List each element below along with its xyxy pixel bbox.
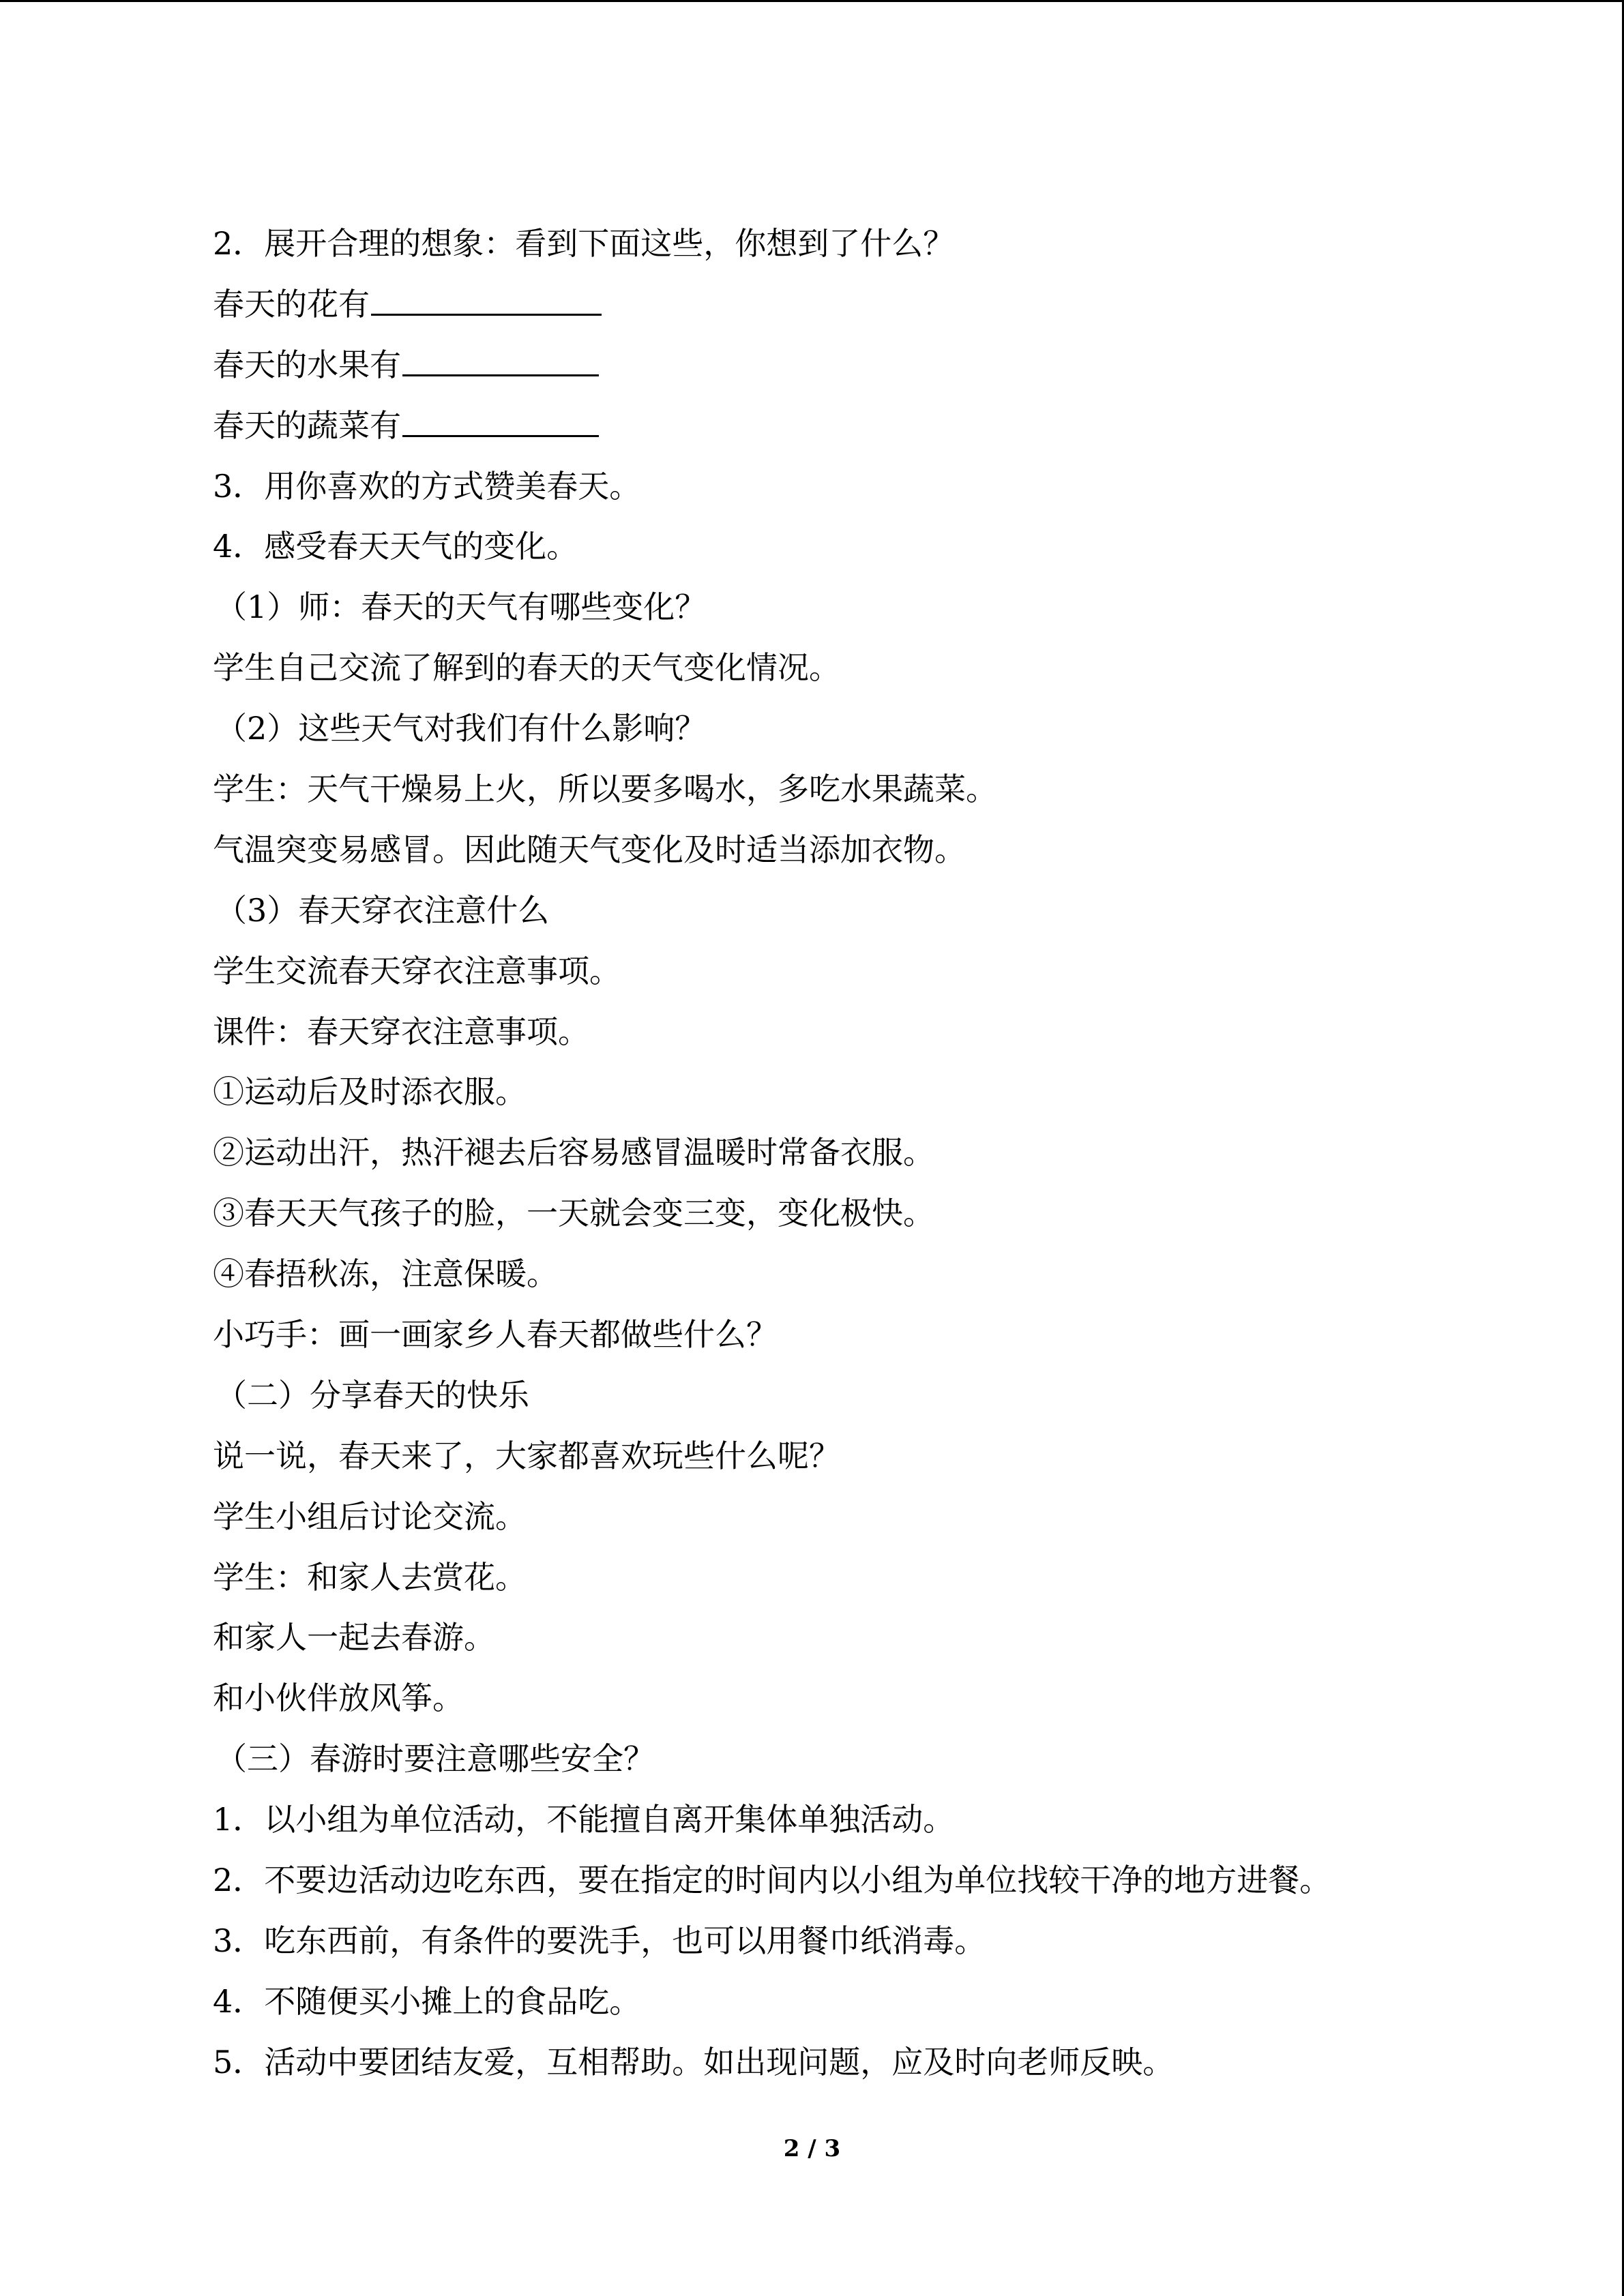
text-line: 学生自己交流了解到的春天的天气变化情况。	[213, 649, 840, 687]
text-line: 和家人一起去春游。	[213, 1619, 495, 1656]
section-heading-3: （三）春游时要注意哪些安全？	[216, 1740, 655, 1778]
answer-blank-flowers[interactable]	[371, 274, 602, 316]
fill-blank-flowers-label: 春天的花有	[213, 285, 370, 323]
fill-blank-fruits	[213, 335, 1441, 396]
list-item: ④春捂秋冻，注意保暖。	[213, 1255, 558, 1293]
sub-question-1: （1）师：春天的天气有哪些变化？	[216, 588, 707, 626]
list-item: ②运动出汗，热汗褪去后容易感冒温暖时常备衣服。	[213, 1134, 934, 1172]
text-line: 学生：天气干燥易上火，所以要多喝水，多吃水果蔬菜。	[213, 771, 997, 808]
document-body	[213, 213, 1441, 2093]
list-item: 2．不要边活动边吃东西，要在指定的时间内以小组为单位找较干净的地方进餐。	[213, 1862, 1331, 1899]
section-heading-2: （二）分享春天的快乐	[216, 1376, 529, 1414]
answer-blank-fruits[interactable]	[402, 335, 599, 376]
fill-blank-vegetables	[213, 396, 1441, 456]
list-item: ①运动后及时添衣服。	[213, 1073, 527, 1111]
text-line: 课件：春天穿衣注意事项。	[213, 1013, 589, 1050]
answer-blank-vegetables[interactable]	[402, 396, 599, 437]
question-2-line: 2．展开合理的想象：看到下面这些，你想到了什么？	[213, 225, 955, 262]
list-item: 4．不随便买小摊上的食品吃。	[213, 1982, 641, 2020]
text-line: 和小伙伴放风筝。	[213, 1680, 464, 1717]
list-item: 1．以小组为单位活动，不能擅自离开集体单独活动。	[213, 1801, 955, 1838]
page-number: 2 / 3	[783, 2135, 841, 2162]
question-4-line: 4．感受春天天气的变化。	[213, 528, 578, 565]
text-line: 学生小组后讨论交流。	[213, 1497, 527, 1535]
fill-blank-fruits-label: 春天的水果有	[213, 346, 401, 383]
list-item: 5．活动中要团结友爱，互相帮助。如出现问题，应及时向老师反映。	[213, 2043, 1175, 2081]
text-line: 小巧手：画一画家乡人春天都做些什么？	[213, 1316, 778, 1354]
sub-question-3: （3）春天穿衣注意什么	[216, 891, 550, 929]
text-line: 学生：和家人去赏花。	[213, 1558, 527, 1596]
text-line: 气温突变易感冒。因此随天气变化及时适当添加衣物。	[213, 831, 966, 868]
text-line: 说一说，春天来了，大家都喜欢玩些什么呢？	[213, 1437, 840, 1474]
fill-blank-flowers	[213, 274, 1441, 335]
fill-blank-vegetables-label: 春天的蔬菜有	[213, 406, 401, 444]
list-item: 3．吃东西前，有条件的要洗手，也可以用餐巾纸消毒。	[213, 1922, 986, 1959]
question-3-line: 3．用你喜欢的方式赞美春天。	[213, 467, 641, 505]
list-item: ③春天天气孩子的脸，一天就会变三变，变化极快。	[213, 1195, 934, 1232]
sub-question-2: （2）这些天气对我们有什么影响？	[216, 710, 707, 747]
text-line: 学生交流春天穿衣注意事项。	[213, 952, 621, 989]
